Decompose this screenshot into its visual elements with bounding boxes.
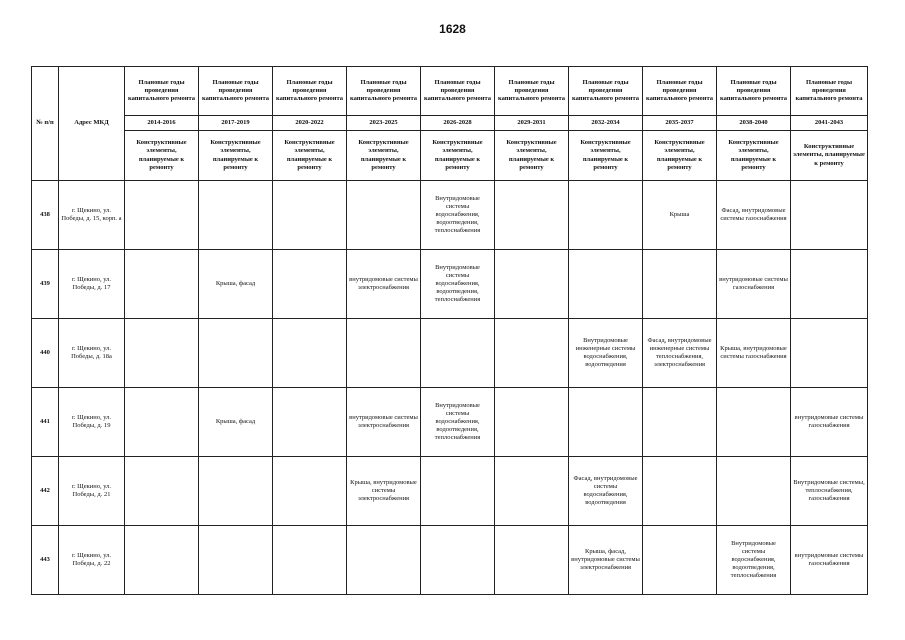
repair-cell (643, 250, 717, 319)
repair-cell (495, 250, 569, 319)
repair-cell (569, 250, 643, 319)
table-row (32, 388, 868, 457)
repair-cell: Крыша, фасад (199, 388, 273, 457)
header-period-years: 2020-2022 (273, 116, 347, 131)
row-number: 439 (32, 250, 59, 319)
row-number: 440 (32, 319, 59, 388)
header-period-label: Плановые годы проведения капитального ремонта (717, 67, 791, 116)
repair-cell (495, 319, 569, 388)
table-row (32, 181, 868, 250)
repair-cell (273, 250, 347, 319)
repair-cell (347, 319, 421, 388)
row-address: г. Щекино, ул. Победы, д. 17 (59, 250, 125, 319)
header-address: Адрес МКД (59, 67, 125, 181)
repair-cell: Внутридомовые системы водоснабжения, водоотведения, теплоснабжения (421, 250, 495, 319)
repair-cell: Крыша, внутридомовые системы электроснабжения (347, 457, 421, 526)
repair-cell: внутридомовые системы газоснабжения (717, 250, 791, 319)
row-address: г. Щекино, ул. Победы, д. 21 (59, 457, 125, 526)
page-number: 1628 (439, 22, 466, 36)
repair-cell: Фасад, внутридомовые системы газоснабжения (717, 181, 791, 250)
repair-cell: Крыша, фасад (199, 250, 273, 319)
header-period-label: Плановые годы проведения капитального ремонта (347, 67, 421, 116)
header-period-label: Плановые годы проведения капитального ремонта (421, 67, 495, 116)
repair-cell (717, 388, 791, 457)
repair-cell: Внутридомовые системы водоснабжения, водоотведения, теплоснабжения (421, 388, 495, 457)
header-period-label: Плановые годы проведения капитального ремонта (273, 67, 347, 116)
repair-cell (495, 457, 569, 526)
header-period-years: 2017-2019 (199, 116, 273, 131)
repair-cell: Внутридомовые системы водоснабжения, водоотведения, теплоснабжения (717, 526, 791, 595)
header-elements-label: Конструктивные элементы, планируемые к ремонту (421, 131, 495, 181)
repair-cell: внутридомовые системы электроснабжения (347, 250, 421, 319)
header-period-label: Плановые годы проведения капитального ремонта (199, 67, 273, 116)
header-elements-label: Конструктивные элементы, планируемые к ремонту (125, 131, 199, 181)
repair-cell (347, 526, 421, 595)
header-period-years: 2041-2043 (791, 116, 868, 131)
repair-cell (125, 457, 199, 526)
repair-cell: Фасад, внутридомовые инженерные системы теплоснабжения, электроснабжения (643, 319, 717, 388)
repair-cell: Внутридомовые системы водоснабжения, водоотведения, теплоснабжения (421, 181, 495, 250)
repair-cell (273, 457, 347, 526)
repair-cell: Внутридомовые системы, теплоснабжения, газоснабжения (791, 457, 868, 526)
repair-cell (791, 319, 868, 388)
row-number: 442 (32, 457, 59, 526)
repair-cell (273, 319, 347, 388)
row-address: г. Щекино, ул. Победы, д. 19 (59, 388, 125, 457)
repair-cell (199, 526, 273, 595)
repair-cell (495, 526, 569, 595)
header-period-years: 2026-2028 (421, 116, 495, 131)
header-elements-label: Конструктивные элементы, планируемые к ремонту (273, 131, 347, 181)
header-period-label: Плановые годы проведения капитального ремонта (643, 67, 717, 116)
repair-cell: Крыша, внутридомовые системы газоснабжения (717, 319, 791, 388)
capital-repair-schedule-table (31, 66, 868, 595)
repair-cell (791, 250, 868, 319)
repair-cell: Крыша (643, 181, 717, 250)
repair-cell: внутридомовые системы газоснабжения (791, 526, 868, 595)
repair-cell (421, 457, 495, 526)
table-row (32, 526, 868, 595)
header-period-years: 2032-2034 (569, 116, 643, 131)
header-period-label: Плановые годы проведения капитального ремонта (125, 67, 199, 116)
row-number: 443 (32, 526, 59, 595)
header-period-label: Плановые годы проведения капитального ремонта (569, 67, 643, 116)
row-address: г. Щекино, ул. Победы, д. 22 (59, 526, 125, 595)
repair-cell (273, 526, 347, 595)
repair-cell (199, 457, 273, 526)
repair-cell: внутридомовые системы газоснабжения (791, 388, 868, 457)
table-row (32, 457, 868, 526)
row-address: г. Щекино, ул. Победы, д. 18а (59, 319, 125, 388)
header-period-label: Плановые годы проведения капитального ремонта (495, 67, 569, 116)
header-elements-label: Конструктивные элементы, планируемые к ремонту (569, 131, 643, 181)
repair-cell (569, 388, 643, 457)
header-elements-label: Конструктивные элементы, планируемые к ремонту (791, 131, 868, 181)
row-number: 441 (32, 388, 59, 457)
repair-cell (125, 250, 199, 319)
repair-cell (125, 388, 199, 457)
header-period-years: 2023-2025 (347, 116, 421, 131)
repair-cell (643, 526, 717, 595)
row-number: 438 (32, 181, 59, 250)
repair-cell (347, 181, 421, 250)
repair-cell: Внутридомовые инженерные системы водоснабжения, водоотведения (569, 319, 643, 388)
repair-cell (421, 526, 495, 595)
repair-cell (717, 457, 791, 526)
header-period-years: 2014-2016 (125, 116, 199, 131)
header-elements-label: Конструктивные элементы, планируемые к ремонту (643, 131, 717, 181)
header-num: № п/п (32, 67, 59, 181)
repair-cell (569, 181, 643, 250)
header-elements-label: Конструктивные элементы, планируемые к ремонту (347, 131, 421, 181)
table-row (32, 319, 868, 388)
header-elements-label: Конструктивные элементы, планируемые к ремонту (199, 131, 273, 181)
header-period-years: 2029-2031 (495, 116, 569, 131)
repair-cell (273, 181, 347, 250)
header-period-label: Плановые годы проведения капитального ремонта (791, 67, 868, 116)
repair-cell (125, 319, 199, 388)
repair-cell (125, 526, 199, 595)
repair-cell: Фасад, внутридомовые системы водоснабжения, водоотведения (569, 457, 643, 526)
row-address: г. Щекино, ул. Победы, д. 15, корп. а (59, 181, 125, 250)
repair-cell (273, 388, 347, 457)
repair-cell: внутридомовые системы электроснабжения (347, 388, 421, 457)
repair-cell (643, 457, 717, 526)
repair-cell (791, 181, 868, 250)
header-period-years: 2035-2037 (643, 116, 717, 131)
repair-cell (421, 319, 495, 388)
repair-cell (199, 319, 273, 388)
repair-cell (125, 181, 199, 250)
repair-cell (495, 181, 569, 250)
repair-cell (495, 388, 569, 457)
header-period-years: 2038-2040 (717, 116, 791, 131)
repair-cell: Крыша, фасад, внутридомовые системы электроснабжения (569, 526, 643, 595)
header-elements-label: Конструктивные элементы, планируемые к ремонту (495, 131, 569, 181)
repair-cell (643, 388, 717, 457)
repair-cell (199, 181, 273, 250)
table-row (32, 250, 868, 319)
header-elements-label: Конструктивные элементы, планируемые к ремонту (717, 131, 791, 181)
